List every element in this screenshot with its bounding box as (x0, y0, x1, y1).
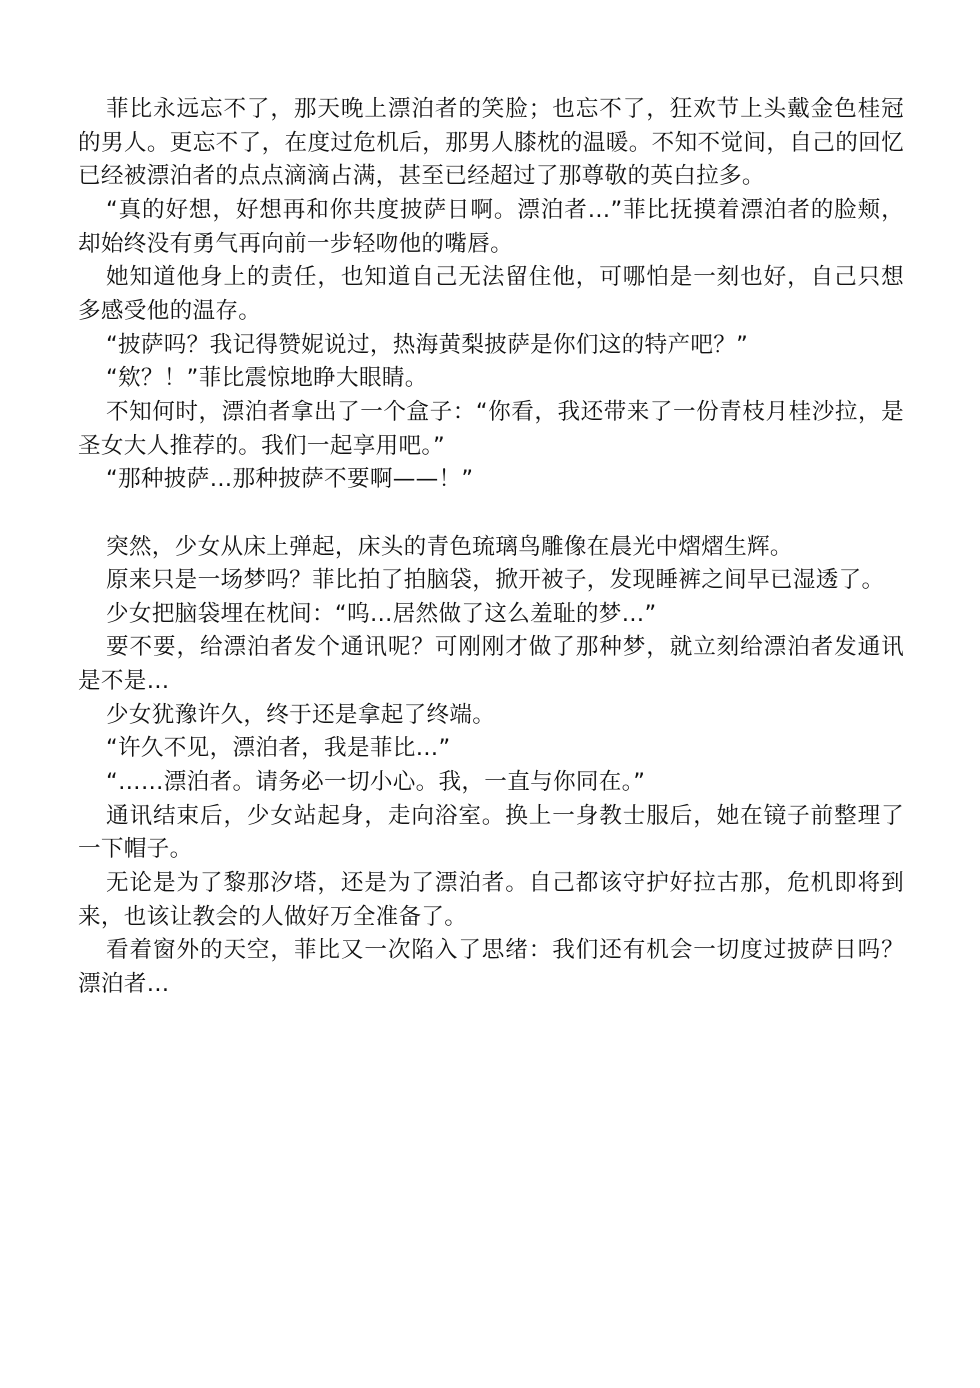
paragraph: “披萨吗？我记得赞妮说过，热海黄梨披萨是你们这的特产吧？” (106, 331, 749, 358)
paragraph: “真的好想，好想再和你共度披萨日啊。漂泊者…”菲比抚摸着漂泊者的脸颊，却始终没有勇气再向前一步轻吻他的嘴唇。 (78, 196, 904, 257)
paragraph: “那种披萨…那种披萨不要啊——！” (106, 466, 474, 493)
paragraph: 要不要，给漂泊者发个通讯呢？可刚刚才做了那种梦，就立刻给漂泊者发通讯是不是… (78, 634, 904, 695)
paragraph: “欸？！”菲比震惊地睁大眼睛。 (106, 365, 428, 392)
paragraph: 通讯结束后，少女站起身，走向浴室。换上一身教士服后，她在镜子前整理了一下帽子。 (78, 802, 904, 863)
paragraph: 突然，少女从床上弹起，床头的青色琉璃鸟雕像在晨光中熠熠生辉。 (106, 533, 793, 560)
paragraph: 她知道他身上的责任，也知道自己无法留住他，可哪怕是一刻也好，自己只想多感受他的温存。 (78, 264, 904, 324)
paragraph: 不知何时，漂泊者拿出了一个盒子：“你看，我还带来了一份青枝月桂沙拉，是圣女大人推荐的。我们一起享用吧。” (78, 398, 904, 459)
paragraph: 菲比永远忘不了，那天晚上漂泊者的笑脸；也忘不了，狂欢节上头戴金色桂冠的男人。更忘不了，在度过危机后，那男人膝枕的温暖。不知不觉间，自己的回忆已经被漂泊者的点点滴滴占满，甚至已经超过了那尊敬的英白拉多。 (78, 96, 904, 190)
document-page (78, 93, 904, 1002)
paragraph: 看着窗外的天空，菲比又一次陷入了思绪：我们还有机会一切度过披萨日吗？漂泊者… (78, 937, 904, 998)
paragraph: 少女把脑袋埋在枕间：“呜…居然做了这么羞耻的梦…” (106, 600, 657, 627)
blank-line (78, 497, 904, 531)
paragraph: 少女犹豫许久，终于还是拿起了终端。 (106, 701, 496, 728)
paragraph: 原来只是一场梦吗？菲比拍了拍脑袋，掀开被子，发现睡裤之间早已湿透了。 (106, 567, 885, 594)
paragraph: “……漂泊者。请务必一切小心。我，一直与你同在。” (106, 769, 646, 796)
paragraph: 无论是为了黎那汐塔，还是为了漂泊者。自己都该守护好拉古那，危机即将到来，也该让教会的人做好万全准备了。 (78, 870, 904, 930)
paragraph: “许久不见，漂泊者，我是菲比…” (106, 735, 451, 762)
